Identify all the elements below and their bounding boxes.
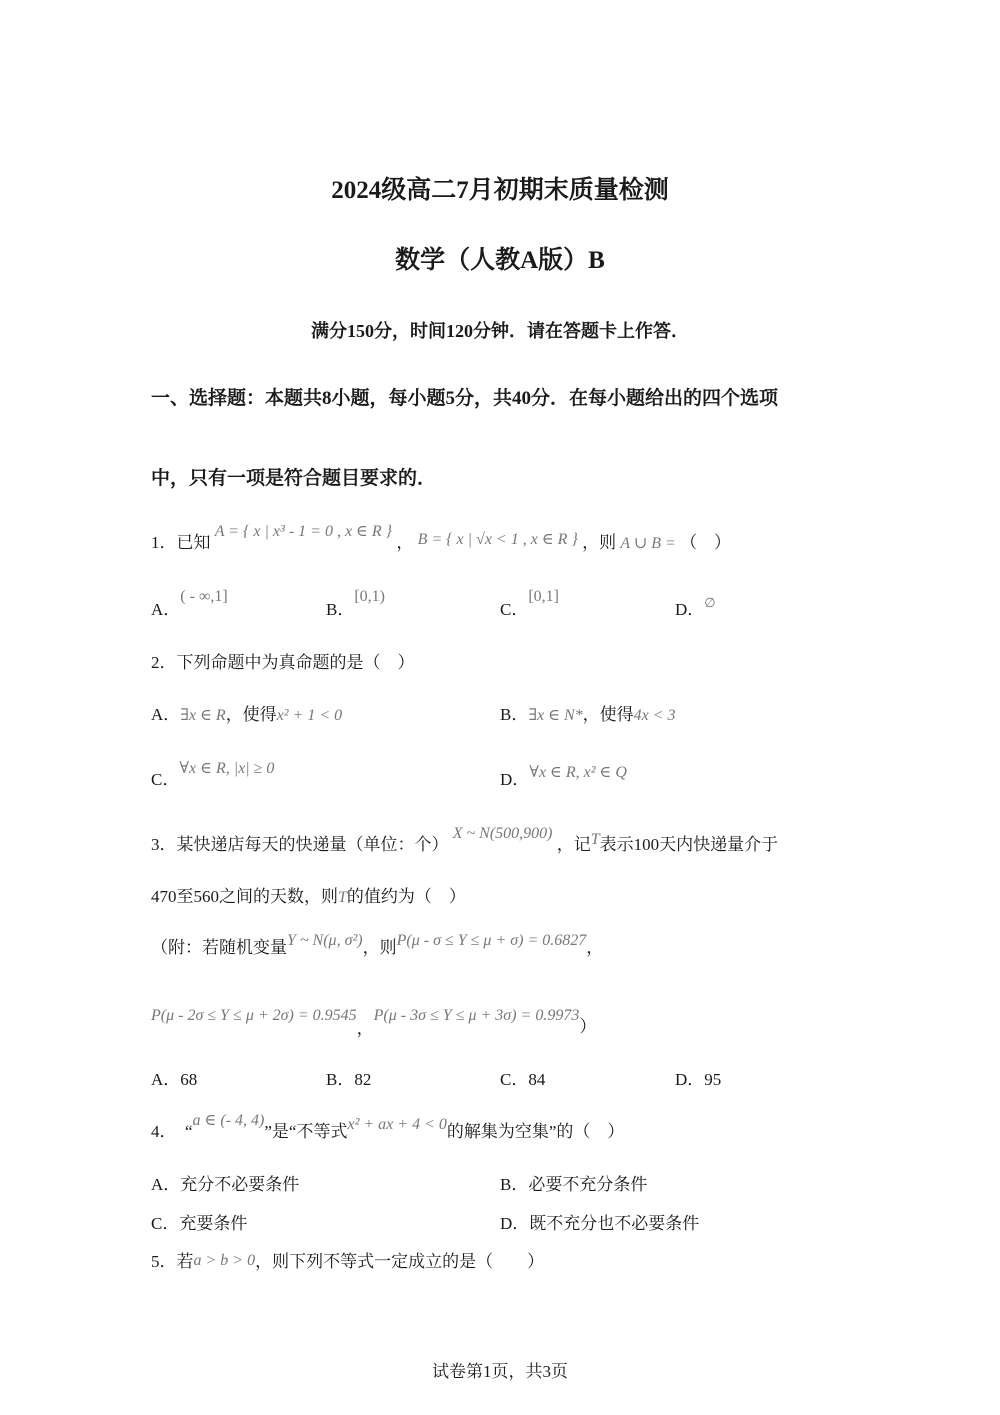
section-heading-line2: 中，只有一项是符合题目要求的． (151, 468, 437, 489)
question-1 (151, 523, 732, 553)
q4-post: 的解集为空集”的（ ） (446, 1122, 625, 1141)
q3-prob-3: P(μ - 3σ ≤ Y ≤ μ + 3σ) = 0.9973 (373, 1007, 580, 1024)
q3-option-b-value: 82 (354, 1070, 372, 1089)
q4-option-c (151, 1209, 247, 1234)
q3-option-c-value: 84 (528, 1070, 546, 1089)
q3-comma-1: ， (586, 938, 604, 957)
q3-distribution: X ~ N(500,900) (452, 825, 553, 842)
q2-option-b-math2: 4x < 3 (633, 707, 676, 724)
q2-option-a-math1: ∃x ∈ R (180, 707, 226, 724)
q3-note-distribution: Y ~ N(μ, σ²) (287, 932, 363, 949)
q3-option-b (326, 1065, 371, 1090)
q5-post: ，则下列不等式一定成立的是（ ） (255, 1252, 545, 1271)
q1-option-d-math: ∅ (704, 595, 716, 610)
q3-option-d-value: 95 (704, 1070, 722, 1089)
q4-inequality: x² + ax + 4 < 0 (347, 1116, 447, 1133)
q2-option-d-math: ∀x ∈ R, x² ∈ Q (529, 764, 627, 781)
exam-note: 满分150分，时间120分钟．请在答题卡上作答． (311, 321, 689, 341)
q3-comma-2: ， (356, 1019, 374, 1038)
q1-set-b: B = { x | √x < 1 , x ∈ R } (417, 531, 578, 548)
question-4 (151, 1112, 625, 1142)
q3-line2-a: 470至560之间的天数，则 (151, 887, 338, 906)
q4-option-d (500, 1209, 699, 1234)
q1-option-a (151, 588, 228, 620)
q3-prob-1: P(μ - σ ≤ Y ≤ μ + σ) = 0.6827 (396, 932, 587, 949)
q4-option-a (151, 1170, 299, 1195)
exam-subtitle: 数学（人教A版）B (395, 247, 605, 274)
q4-condition: a ∈ (- 4, 4) (192, 1112, 265, 1129)
q3-prob-2: P(μ - 2σ ≤ Y ≤ μ + 2σ) = 0.9545 (151, 1007, 357, 1024)
q2-option-b-label: B． (500, 705, 529, 724)
q4-option-b-label: B． (500, 1175, 529, 1194)
q2-option-d-label: D． (500, 770, 530, 789)
q1-expr: A ∪ B = (620, 535, 676, 552)
q2-option-b-text: ，使得 (582, 705, 634, 724)
question-3-line1 (151, 825, 779, 855)
exam-title: 2024级高二7月初期末质量检测 (331, 177, 669, 204)
q2-option-a-label: A． (151, 705, 181, 724)
q4-mid: ”是“不等式 (264, 1122, 348, 1141)
q1-option-a-math: ( - ∞,1] (180, 588, 228, 605)
q4-prefix: 4． “ (151, 1122, 193, 1141)
q3-prefix: 3．某快递店每天的快递量（单位：个） (151, 835, 449, 854)
q3-option-a (151, 1065, 197, 1090)
q2-option-b-math1: ∃x ∈ N* (528, 707, 583, 724)
q4-option-d-text: 既不充分也不必要条件 (529, 1214, 700, 1233)
q1-option-a-label: A． (151, 600, 181, 619)
q2-option-b (500, 700, 676, 725)
q3-option-a-value: 68 (180, 1070, 198, 1089)
q1-sep: ， (396, 533, 414, 552)
q2-option-a-text: ，使得 (225, 705, 277, 724)
q1-prefix: 1．已知 (151, 533, 211, 552)
q1-option-c (500, 588, 559, 620)
q2-option-a (151, 700, 342, 725)
q3-line2-t: T (338, 889, 347, 906)
question-2: 2．下列命题中为真命题的是（ ） (151, 653, 415, 672)
q4-option-c-text: 充要条件 (179, 1214, 248, 1233)
page-footer: 试卷第1页，共3页 (432, 1362, 568, 1381)
q1-option-b-math: [0,1) (354, 588, 385, 605)
q4-option-b (500, 1170, 647, 1195)
q1-set-a: A = { x | x³ - 1 = 0 , x ∈ R } (214, 523, 393, 540)
q3-option-a-label: A． (151, 1070, 181, 1089)
q1-option-d-label: D． (675, 600, 705, 619)
q4-option-a-text: 充分不必要条件 (180, 1175, 300, 1194)
q4-option-c-label: C． (151, 1214, 180, 1233)
q2-option-a-math2: x² + 1 < 0 (276, 707, 343, 724)
question-5 (151, 1247, 544, 1272)
q4-option-b-text: 必要不充分条件 (528, 1175, 648, 1194)
q3-note-line2 (151, 1000, 597, 1038)
q5-condition: a > b > 0 (193, 1252, 256, 1269)
q3-note-mid: ，则 (362, 938, 397, 957)
q4-option-a-label: A． (151, 1175, 181, 1194)
q1-option-c-math: [0,1] (528, 588, 559, 605)
q3-note-prefix: （附：若随机变量 (151, 938, 287, 957)
q1-option-d (675, 595, 716, 620)
q2-option-d (500, 765, 627, 790)
q3-option-c (500, 1065, 545, 1090)
q3-line2-b: 的值约为（ ） (346, 887, 466, 906)
q2-option-c-math: ∀x ∈ R, |x| ≥ 0 (179, 760, 275, 777)
q2-option-c-label: C． (151, 770, 180, 789)
q3-post: 表示100天内快递量介于 (599, 835, 779, 854)
q3-mid: ，记 (556, 835, 591, 854)
q3-note-line1 (151, 933, 603, 958)
question-3-line2 (151, 882, 466, 907)
q1-paren: （ ） (680, 533, 732, 552)
q3-option-c-label: C． (500, 1070, 529, 1089)
q3-option-d-label: D． (675, 1070, 705, 1089)
q4-option-d-label: D． (500, 1214, 530, 1233)
q1-option-c-label: C． (500, 600, 529, 619)
q3-option-b-label: B． (326, 1070, 355, 1089)
q1-option-b (326, 588, 385, 620)
q1-option-b-label: B． (326, 600, 355, 619)
q3-option-d (675, 1065, 721, 1090)
q3-t: T (590, 831, 600, 848)
q1-mid: ，则 (582, 533, 617, 552)
q3-note-close: ） (579, 1017, 597, 1036)
q5-prefix: 5．若 (151, 1252, 194, 1271)
section-heading-line1: 一、选择题：本题共8小题，每小题5分，共40分．在每小题给出的四个选项 (151, 388, 779, 409)
q2-option-c (151, 760, 275, 790)
